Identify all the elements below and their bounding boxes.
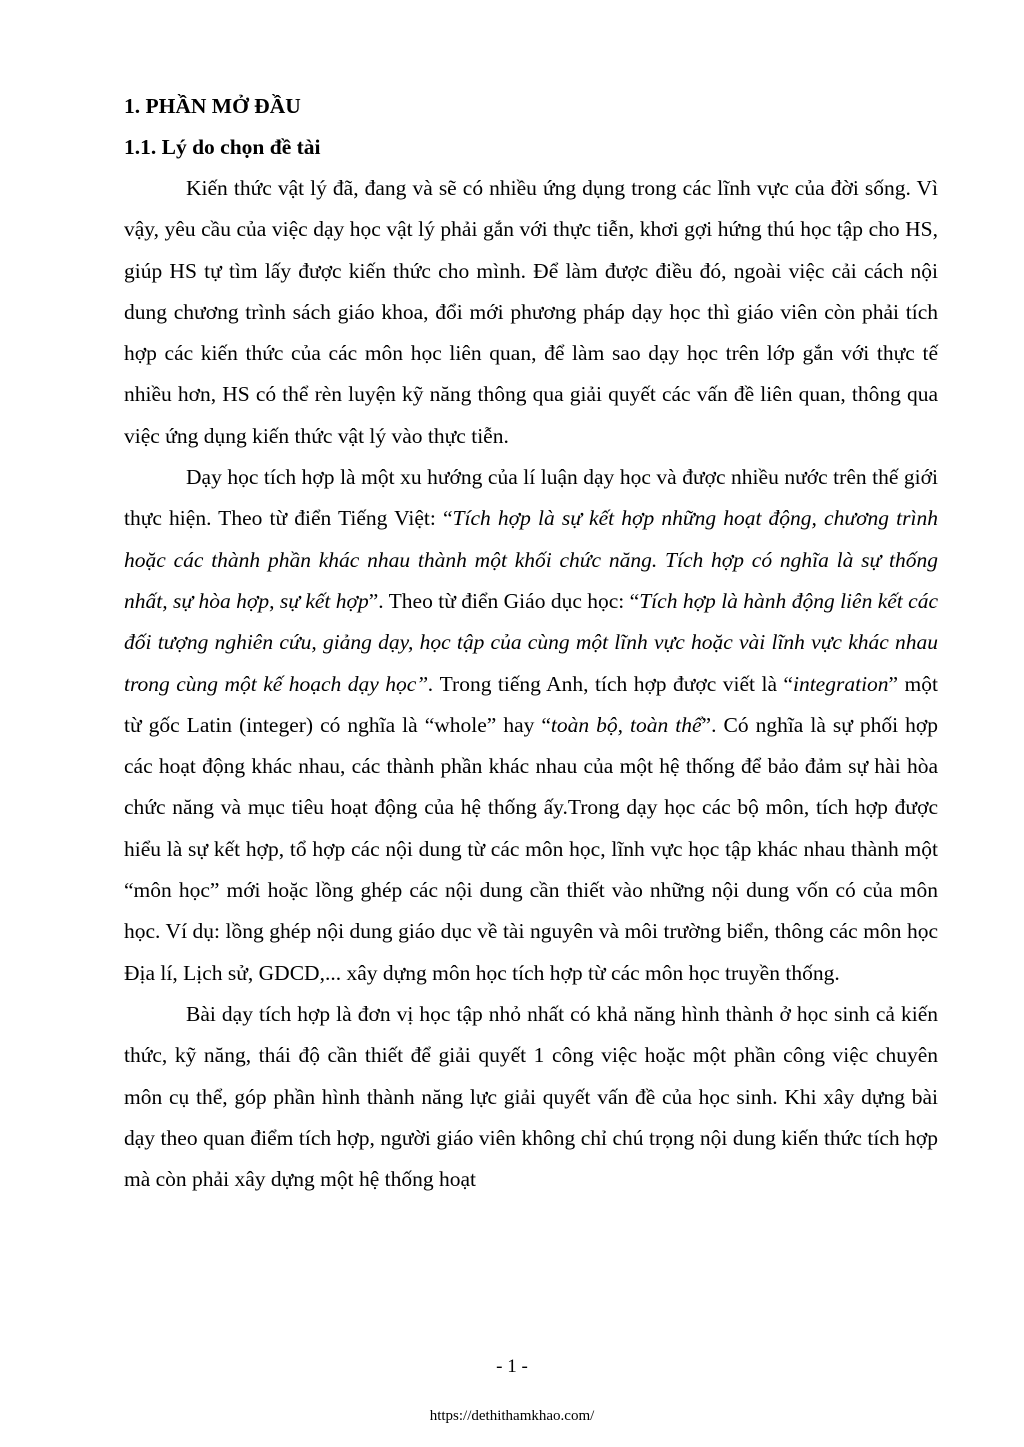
paragraph-3: Bài dạy tích hợp là đơn vị học tập nhỏ nhất có khả năng hình thành ở học sinh cả kiến thức, kỹ năng, thái độ cần thiết để giải quyết 1 công việc hoặc một phần công việc chuyên môn cụ thể, góp phần hình thành năng lực giải quyết vấn đề của học sinh. Khi xây dựng bài dạy theo quan điểm tích hợp, người giáo viên không chỉ chú trọng nội dung kiến thức tích hợp mà còn phải xây dựng một hệ thống hoạt xyxy=(124,1001,938,1192)
paragraph-2-italic-4: toàn bộ, toàn thể xyxy=(550,712,702,737)
paragraph-1: Kiến thức vật lý đã, đang và sẽ có nhiều ứng dụng trong các lĩnh vực của đời sống. Vì vậy, yêu cầu của việc dạy học vật lý phải gắn với thực tiễn, khơi gợi hứng thú học tập cho HS, giúp HS tự tìm lấy được kiến thức cho mình. Để làm được điều đó, ngoài việc cải cách nội dung chương trình sách giáo khoa, đổi mới phương pháp dạy học thì giáo viên còn phải tích hợp các kiến thức của các môn học liên quan, để làm sao dạy học trên lớp gắn với thực tế nhiều hơn, HS có thể rèn luyện kỹ năng thông qua giải quyết các vấn đề liên quan, thông qua việc ứng dụng kiến thức vật lý vào thực tiễn. xyxy=(124,176,938,448)
paragraph-2-text-3: Trong tiếng Anh, tích hợp được viết là “ xyxy=(433,671,793,696)
subsection-heading: 1.1. Lý do chọn đề tài xyxy=(124,135,321,159)
document-body xyxy=(124,86,938,1200)
page-number: - 1 - xyxy=(496,1356,528,1377)
paragraph-2 xyxy=(124,457,938,994)
paragraph-2-italic-2: Tích hợp là hành động liên kết các đối tượng nghiên cứu, giảng dạy, học tập của cùng một lĩnh vực hoặc vài lĩnh vực khác nhau trong cùng một kế hoạch dạy học”. xyxy=(124,588,938,696)
paragraph-2-text-1: Dạy học tích hợp là một xu hướng của lí luận dạy học và được nhiều nước trên thế giới thực hiện. Theo từ điển Tiếng Việt: “ xyxy=(124,465,938,531)
paragraph-2-italic-1: Tích hợp là sự kết hợp những hoạt động, chương trình hoặc các thành phần khác nhau thành một khối chức năng. Tích hợp có nghĩa là sự thống nhất, sự hòa hợp, sự kết hợp xyxy=(124,506,938,613)
paragraph-2-text-2: ”. Theo từ điển Giáo dục học: “ xyxy=(368,588,640,613)
paragraph-2-text-5: ”. Có nghĩa là sự phối hợp các hoạt động khác nhau, các thành phần khác nhau của một hệ thống để bảo đảm sự hài hòa chức năng và mục tiêu hoạt động của hệ thống ấy.Trong dạy học các bộ môn, tích hợp được hiểu là sự kết hợp, tổ hợp các nội dung từ các môn học, lĩnh vực học tập khác nhau thành một “môn học” mới hoặc lồng ghép các nội dung cần thiết vào những nội dung vốn có của môn học. Ví dụ: lồng ghép nội dung giáo dục về tài nguyên và môi trường biển, thông các môn học Địa lí, Lịch sử, GDCD,... xây dựng môn học tích hợp từ các môn học truyền thống. xyxy=(124,712,939,985)
paragraph-2-italic-3: integration xyxy=(792,671,889,696)
paragraph-2-text-4: ” một từ gốc Latin (integer) có nghĩa là “whole” hay “ xyxy=(124,671,938,737)
footer-url[interactable]: https://dethithamkhao.com/ xyxy=(429,1408,595,1424)
section-heading: 1. PHẦN MỞ ĐẦU xyxy=(124,94,301,118)
